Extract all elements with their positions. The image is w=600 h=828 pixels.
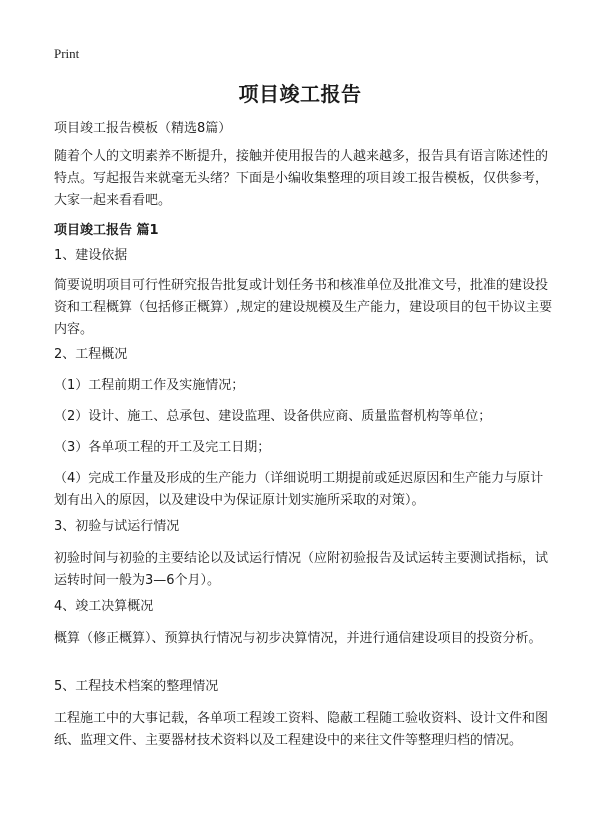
overview-item-2: （2）设计、施工、总承包、建设监理、设备供应商、质量监督机构等单位； (54, 409, 492, 424)
print-link[interactable]: Print (54, 46, 80, 61)
construction-basis-paragraph: 简要说明项目可行性研究报告批复或计划任务书和核准单位及批准文号，批准的建设投资和工程概算（包括修正概算）,规定的建设规模及生产能力，建设项目的包干协议主要内容。 (54, 278, 553, 337)
section-heading-archives: 5、工程技术档案的整理情况 (54, 679, 219, 694)
document-subtitle: 项目竣工报告模板（精选8篇） (54, 121, 232, 136)
section-heading-project-overview: 2、工程概况 (54, 347, 128, 362)
section-heading-acceptance: 3、初验与试运行情况 (54, 519, 180, 534)
overview-item-3: （3）各单项工程的开工及完工日期； (54, 440, 271, 455)
page-title: 项目竣工报告 (238, 82, 362, 106)
overview-item-1: （1）工程前期工作及实施情况； (54, 378, 245, 393)
final-accounts-paragraph: 概算（修正概算）、预算执行情况与初步决算情况，并进行通信建设项目的投资分析。 (54, 631, 542, 646)
section-heading-final-accounts: 4、竣工决算概况 (54, 599, 154, 614)
acceptance-paragraph: 初验时间与初验的主要结论以及试运行情况（应附初验报告及试运转主要测试指标，试运转时间一般为3—6个月）。 (54, 551, 549, 588)
overview-item-4: （4）完成工作量及形成的生产能力（详细说明工期提前或延迟原因和生产能力与原计划有出入的原因，以及建设中为保证原计划实施所采取的对策）。 (54, 471, 544, 508)
archives-paragraph: 工程施工中的大事记载，各单项工程竣工资料、隐蔽工程随工验收资料、设计文件和图纸、监理文件、主要器材技术资料以及工程建设中的来往文件等整理归档的情况。 (54, 711, 549, 748)
intro-paragraph: 随着个人的文明素养不断提升，接触并使用报告的人越来越多，报告具有语言陈述性的特点。写起报告来就毫无头绪？下面是小编收集整理的项目竣工报告模板，仅供参考，大家一起来看看吧。 (54, 149, 549, 208)
section-heading: 项目竣工报告 篇1 (54, 223, 159, 238)
section-heading-construction-basis: 1、建设依据 (54, 248, 128, 263)
